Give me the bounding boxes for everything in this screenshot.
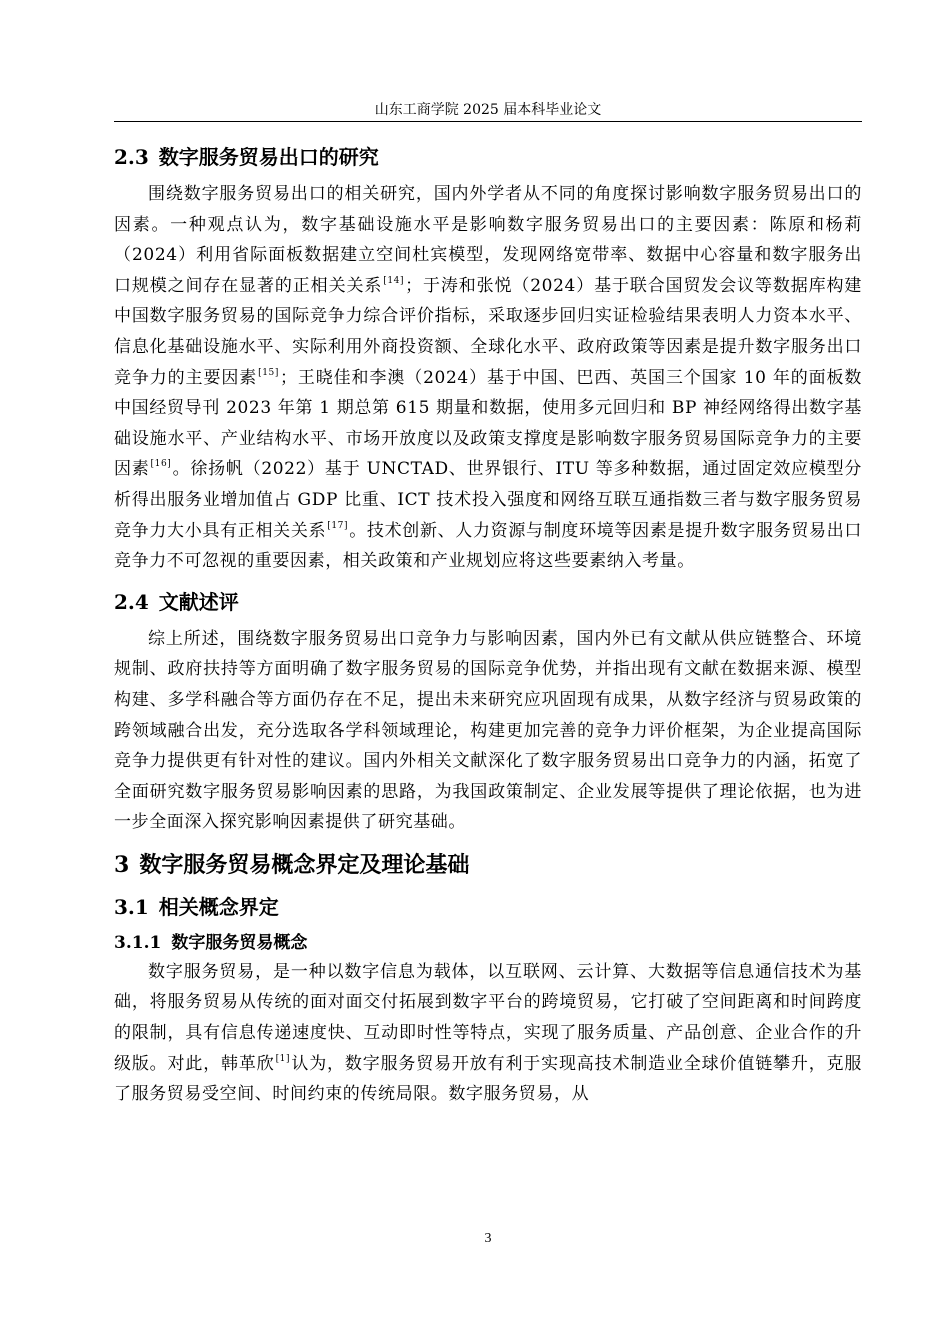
paragraph-text: 。技术创新、人力资源与制度环境等因素是提升数字服务贸易出口竞争力不可忽视的重要因素，相关政策和产业规划应将这些要素纳入考量。 [114, 520, 862, 572]
citation-17: [17] [327, 520, 349, 531]
paragraph-text: 数字服务贸易，是一种以数字信息为载体，以互联网、云计算、大数据等信息通信技术为基础，将服务贸易从传统的面对面交付拓展到数字平台的跨境贸易，它打破了空间距离和时间跨度的限制，具有信息传递速度快、互动即时性等特点，实现了服务质量、产品创意、企业合作的升级版。对此，韩革欣 [114, 961, 862, 1074]
paragraph-2-3 [114, 179, 862, 577]
paragraph-text: ；于涛和张悦（2024）基于联合国贸发会议等数据库构建中国数字服务贸易的国际竞争力综合评价指标，采取逐步回归实证检验结果表明人力资本水平、信息化基础设施水平、实际利用外商投资额、全球化水平、政府政策等因素是提升数字服务出口竞争力的主要因素 [114, 275, 863, 388]
header-rule [114, 121, 862, 122]
running-header: 山东工商学院 2025 届本科毕业论文 [374, 102, 602, 118]
subsection-number: 3.1.1 [114, 932, 162, 953]
page-content [114, 132, 862, 1110]
section-heading-2-3 [114, 141, 862, 173]
section-title: 相关概念界定 [158, 894, 279, 919]
section-number: 2.4 [114, 589, 149, 614]
citation-1: [1] [275, 1053, 291, 1064]
section-number: 2.3 [114, 145, 149, 169]
subsection-heading-3-1-1 [114, 929, 862, 957]
citation-16: [16] [150, 459, 172, 470]
section-title: 数字服务贸易出口的研究 [158, 145, 379, 169]
chapter-number: 3 [114, 851, 130, 878]
paragraph-text: 认为，数字服务贸易开放有利于实现高技术制造业全球价值链攀升，克服了服务贸易受空间、时间约束的传统局限。数字服务贸易，从 [114, 1053, 862, 1105]
chapter-title: 数字服务贸易概念界定及理论基础 [139, 851, 470, 878]
subsection-title: 数字服务贸易概念 [171, 932, 308, 953]
paragraph-text: ；王晓佳和李澳（2024）基于中国、巴西、英国三个国家 10 年的面板数中国经贸导刊 2023 年第 1 期总第 615 期量和数据，使用多元回归和 BP 神经网络得出数字基础设施水平、产业结构水平、市场开放度以及政策支撑度是影响数字服务贸易国际竞争力的主要因素 [114, 367, 862, 480]
section-heading-3-1 [114, 891, 862, 923]
paragraph-3-1-1 [114, 957, 862, 1110]
paragraph-2-4: 综上所述，围绕数字服务贸易出口竞争力与影响因素，国内外已有文献从供应链整合、环境规制、政府扶持等方面明确了数字服务贸易的国际竞争优势，并指出现有文献在数据来源、模型构建、多学科融合等方面仍存在不足，提出未来研究应巩固现有成果，从数字经济与贸易政策的跨领域融合出发，充分选取各学科领域理论，构建更加完善的竞争力评价框架，为企业提高国际竞争力提供更有针对性的建议。国内外相关文献深化了数字服务贸易出口竞争力的内涵，拓宽了全面研究数字服务贸易影响因素的思路，为我国政策制定、企业发展等提供了理论依据，也为进一步全面深入探究影响因素提供了研究基础。 [114, 628, 862, 833]
paragraph-text: 。徐扬帆（2022）基于 UNCTAD、世界银行、ITU 等多种数据，通过固定效应模型分析得出服务业增加值占 GDP 比重、ICT 技术投入强度和网络互联互通指数三者与数字服务贸易竞争力大小具有正相关关系 [114, 459, 862, 541]
section-title: 文献述评 [158, 589, 239, 614]
citation-14: [14] [383, 275, 405, 286]
page-number: 3 [484, 1231, 492, 1246]
chapter-heading-3 [114, 848, 862, 882]
citation-15: [15] [258, 367, 279, 378]
section-number: 3.1 [114, 894, 149, 919]
paragraph-text: 围绕数字服务贸易出口的相关研究，国内外学者从不同的角度探讨影响数字服务贸易出口的因素。一种观点认为，数字基础设施水平是影响数字服务贸易出口的主要因素：陈原和杨莉（2024）利用省际面板数据建立空间杜宾模型，发现网络宽带率、数据中心容量和数字服务出口规模之间存在显著的正相关关系 [114, 184, 862, 296]
section-heading-2-4 [114, 586, 862, 618]
